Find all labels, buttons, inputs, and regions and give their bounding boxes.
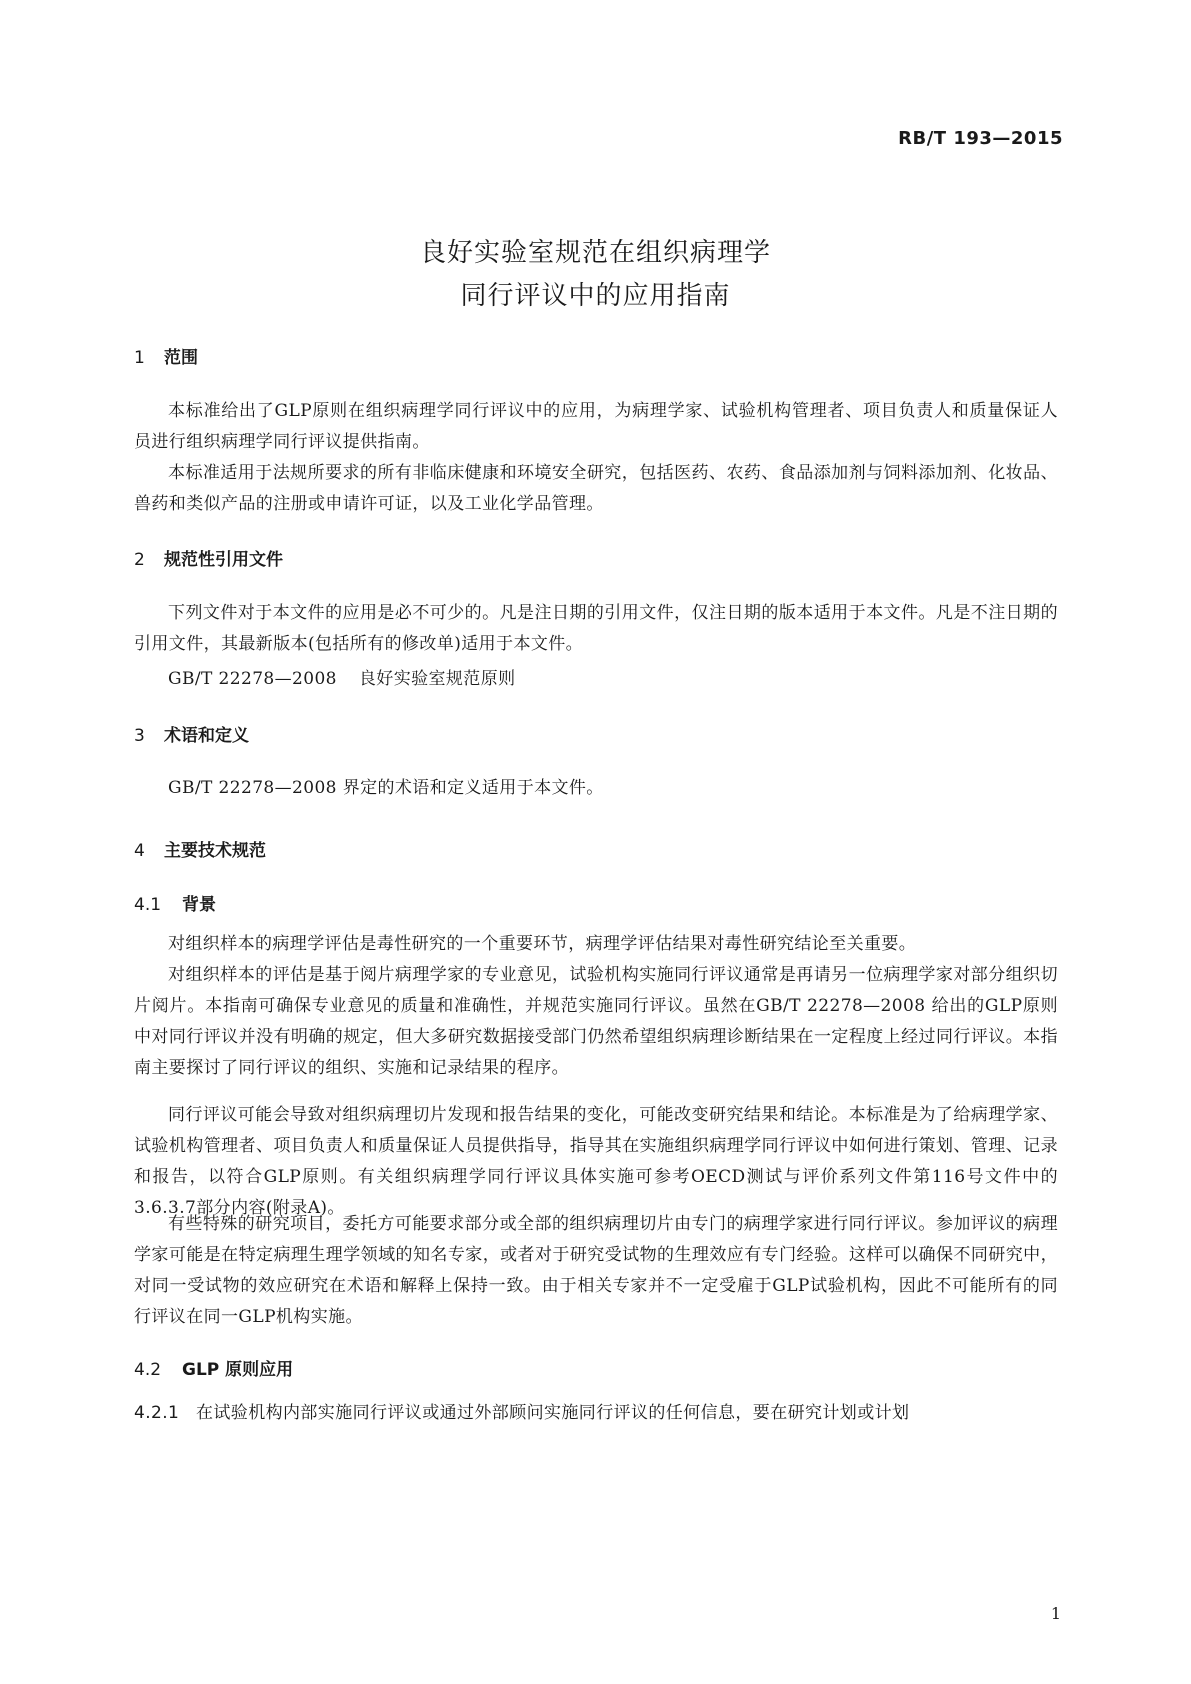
subsection-number: 4.2 <box>134 1360 162 1380</box>
document-title-line-1: 良好实验室规范在组织病理学 <box>419 238 771 268</box>
normative-reference <box>168 664 516 689</box>
subsection-number: 4.1 <box>134 895 162 915</box>
section-number: 2 <box>134 550 145 570</box>
section-4-2-heading <box>134 1355 293 1380</box>
section-4-1-paragraph-4: 有些特殊的研究项目，委托方可能要求部分或全部的组织病理切片由专门的病理学家进行同行评议。参加评议的病理学家可能是在特定病理生理学领域的知名专家，或者对于研究受试物的生理效应有专门经验。这样可以确保不同研究中，对同一受试物的效应研究在术语和解释上保持一致。由于相关专家并不一定受雇于GLP试验机构，因此不可能所有的同行评议在同一GLP机构实施。 <box>134 1214 1058 1327</box>
document-title-line-2: 同行评议中的应用指南 <box>460 281 731 311</box>
subsection-title: 背景 <box>182 895 216 915</box>
section-1-paragraph-2: 本标准适用于法规所要求的所有非临床健康和环境安全研究，包括医药、农药、食品添加剂与饲料添加剂、化妆品、兽药和类似产品的注册或申请许可证，以及工业化学品管理。 <box>134 463 1058 514</box>
section-1-paragraph-1: 本标准给出了GLP原则在组织病理学同行评议中的应用，为病理学家、试验机构管理者、项目负责人和质量保证人员进行组织病理学同行评议提供指南。 <box>134 401 1058 452</box>
section-number: 1 <box>134 348 145 368</box>
section-number: 4 <box>134 841 145 861</box>
section-4-1-paragraph-1: 对组织样本的病理学评估是毒性研究的一个重要环节，病理学评估结果对毒性研究结论至关重要。 <box>168 934 917 954</box>
standard-code: RB/T 193—2015 <box>898 128 1063 149</box>
section-3-paragraph-1: GB/T 22278—2008 界定的术语和定义适用于本文件。 <box>168 778 604 798</box>
section-title: 规范性引用文件 <box>164 550 283 570</box>
section-4-1-heading <box>134 890 216 915</box>
section-number: 3 <box>134 726 145 746</box>
section-4-heading <box>134 836 266 861</box>
section-1-heading <box>134 343 198 368</box>
clause-number: 4.2.1 <box>134 1403 180 1423</box>
page-number: 1 <box>1050 1604 1061 1623</box>
section-title: 主要技术规范 <box>164 841 266 861</box>
section-2-paragraph-1: 下列文件对于本文件的应用是必不可少的。凡是注日期的引用文件，仅注日期的版本适用于本文件。凡是不注日期的引用文件，其最新版本(包括所有的修改单)适用于本文件。 <box>134 603 1058 654</box>
reference-title: 良好实验室规范原则 <box>358 669 516 689</box>
section-2-heading <box>134 545 283 570</box>
section-title: 术语和定义 <box>164 726 249 746</box>
reference-code: GB/T 22278—2008 <box>168 669 337 689</box>
section-4-1-paragraph-2: 对组织样本的评估是基于阅片病理学家的专业意见，试验机构实施同行评议通常是再请另一位病理学家对部分组织切片阅片。本指南可确保专业意见的质量和准确性，并规范实施同行评议。虽然在GB/T 22278—2008 给出的GLP原则中对同行评议并没有明确的规定，但大多研究数据接受部门仍然希望组织病理诊断结果在一定程度上经过同行评议。本指南主要探讨了同行评议的组织、实施和记录结果的程序。 <box>134 965 1058 1078</box>
section-3-heading <box>134 721 249 746</box>
section-title: 范围 <box>164 348 198 368</box>
clause-text: 在试验机构内部实施同行评议或通过外部顾问实施同行评议的任何信息，要在研究计划或计划 <box>196 1403 910 1423</box>
subsection-title: GLP 原则应用 <box>182 1360 294 1380</box>
section-4-1-paragraph-3: 同行评议可能会导致对组织病理切片发现和报告结果的变化，可能改变研究结果和结论。本标准是为了给病理学家、试验机构管理者、项目负责人和质量保证人员提供指导，指导其在实施组织病理学同行评议中如何进行策划、管理、记录和报告，以符合GLP原则。有关组织病理学同行评议具体实施可参考OECD测试与评价系列文件第116号文件中的3.6.3.7部分内容(附录A)。 <box>134 1105 1058 1218</box>
clause-4-2-1 <box>134 1398 1058 1423</box>
